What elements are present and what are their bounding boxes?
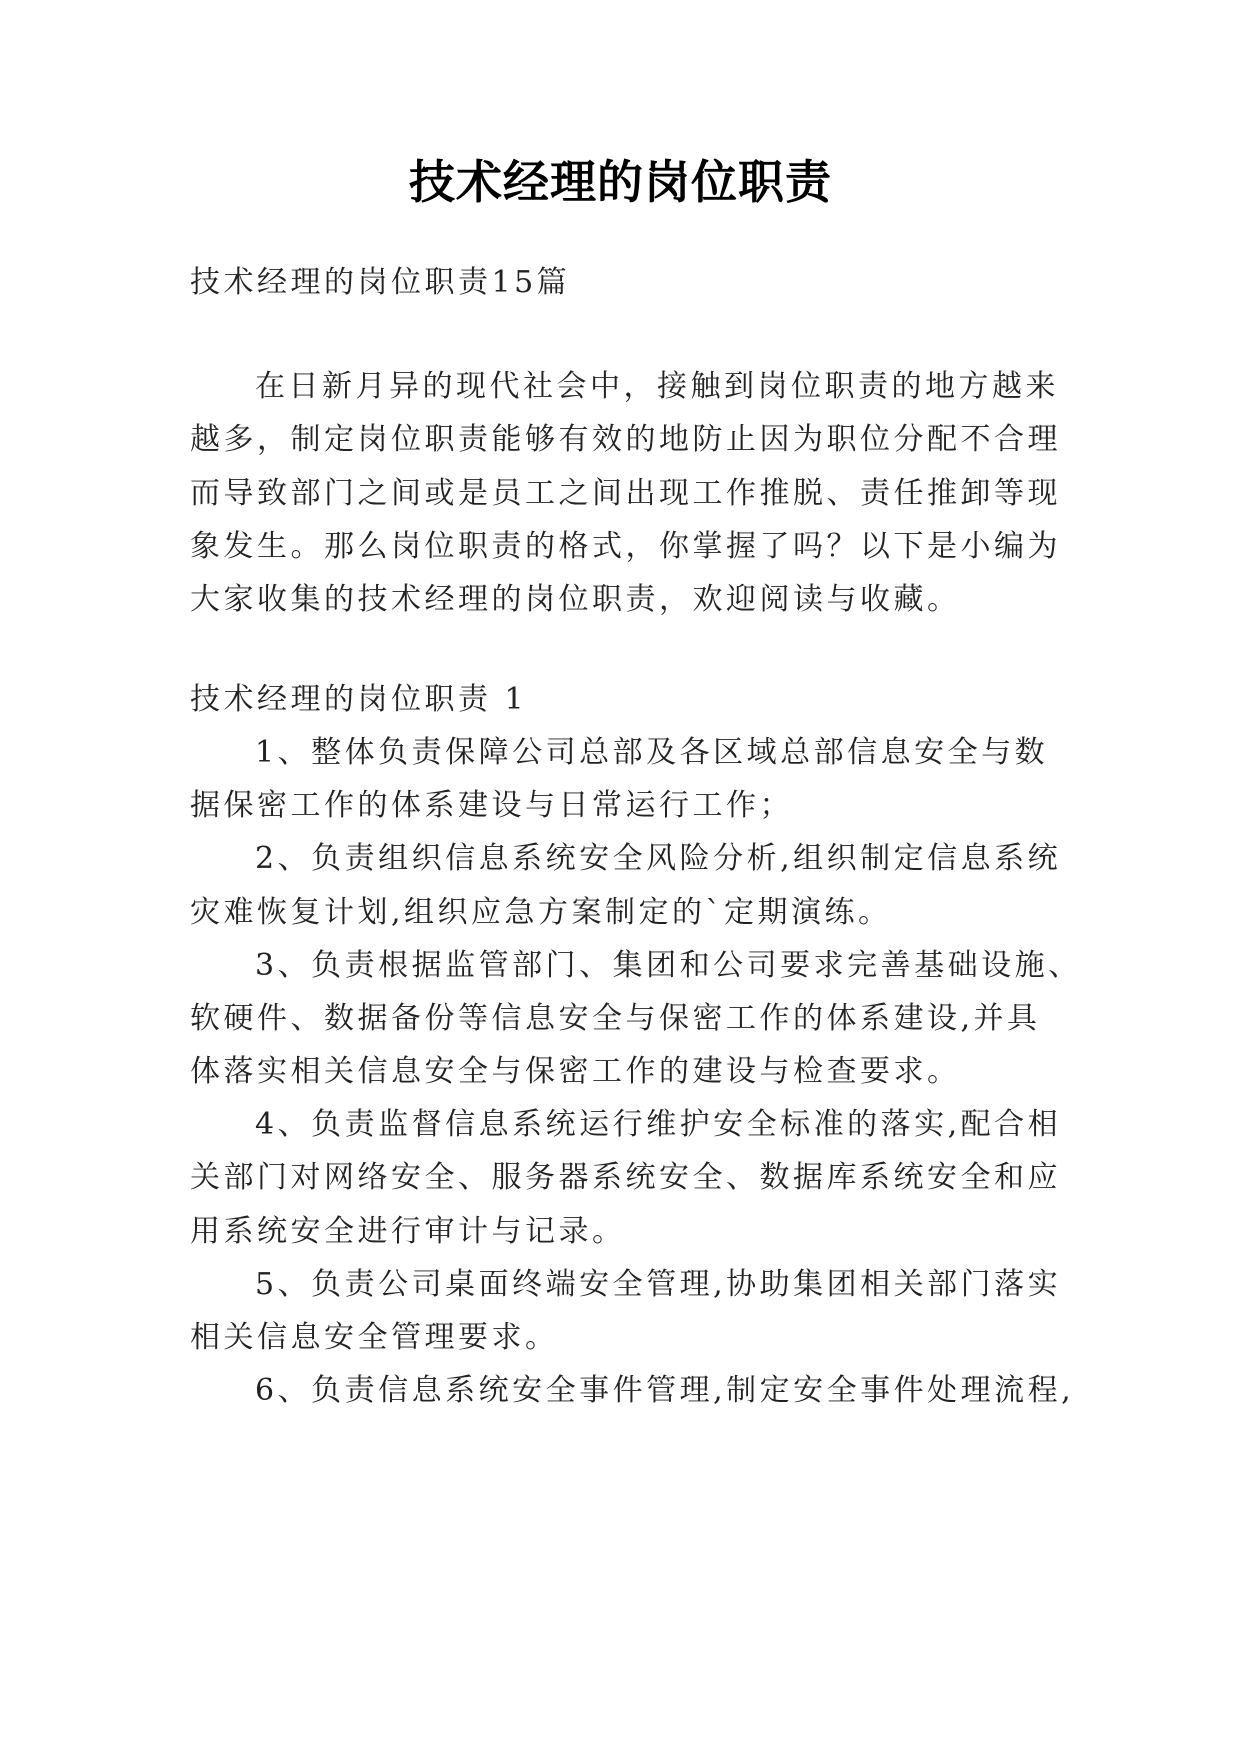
item-4-line-3: 用系统安全进行审计与记录。 — [190, 1214, 626, 1249]
intro-line-4: 象发生。那么岗位职责的格式，你掌握了吗？以下是小编为 — [190, 529, 1061, 564]
document-title: 技术经理的岗位职责 — [409, 155, 832, 209]
item-1-line-1: 1、整体负责保障公司总部及各区域总部信息安全与数 — [255, 735, 1049, 770]
item-1-line-2: 据保密工作的体系建设与日常运行工作； — [190, 788, 793, 823]
intro-line-2: 越多，制定岗位职责能够有效的地防止因为职位分配不合理 — [190, 422, 1061, 457]
intro-line-1: 在日新月异的现代社会中，接触到岗位职责的地方越来 — [255, 369, 1059, 404]
item-3-line-3: 体落实相关信息安全与保密工作的建设与检查要求。 — [190, 1054, 961, 1089]
item-2-line-1: 2、负责组织信息系统安全风险分析,组织制定信息系统 — [255, 841, 1062, 876]
intro-line-3: 而导致部门之间或是员工之间出现工作推脱、责任推卸等现 — [190, 476, 1061, 511]
section-heading: 技术经理的岗位职责 1 — [190, 682, 528, 717]
item-4-line-1: 4、负责监督信息系统运行维护安全标准的落实,配合相 — [255, 1107, 1062, 1142]
item-2-line-2: 灾难恢复计划,组织应急方案制定的`定期演练。 — [190, 895, 892, 930]
item-3-line-1: 3、负责根据监管部门、集团和公司要求完善基础设施、 — [255, 948, 1082, 983]
item-4-line-2: 关部门对网络安全、服务器系统安全、数据库系统安全和应 — [190, 1160, 1061, 1195]
item-5-line-2: 相关信息安全管理要求。 — [190, 1320, 559, 1355]
item-6-line-1: 6、负责信息系统安全事件管理,制定安全事件处理流程, — [255, 1373, 1075, 1408]
document-subtitle: 技术经理的岗位职责15篇 — [190, 265, 571, 300]
item-3-line-2: 软硬件、数据备份等信息安全与保密工作的体系建设,并具 — [190, 1001, 1041, 1036]
item-5-line-1: 5、负责公司桌面终端安全管理,协助集团相关部门落实 — [255, 1267, 1062, 1302]
intro-line-5: 大家收集的技术经理的岗位职责，欢迎阅读与收藏。 — [190, 582, 961, 617]
